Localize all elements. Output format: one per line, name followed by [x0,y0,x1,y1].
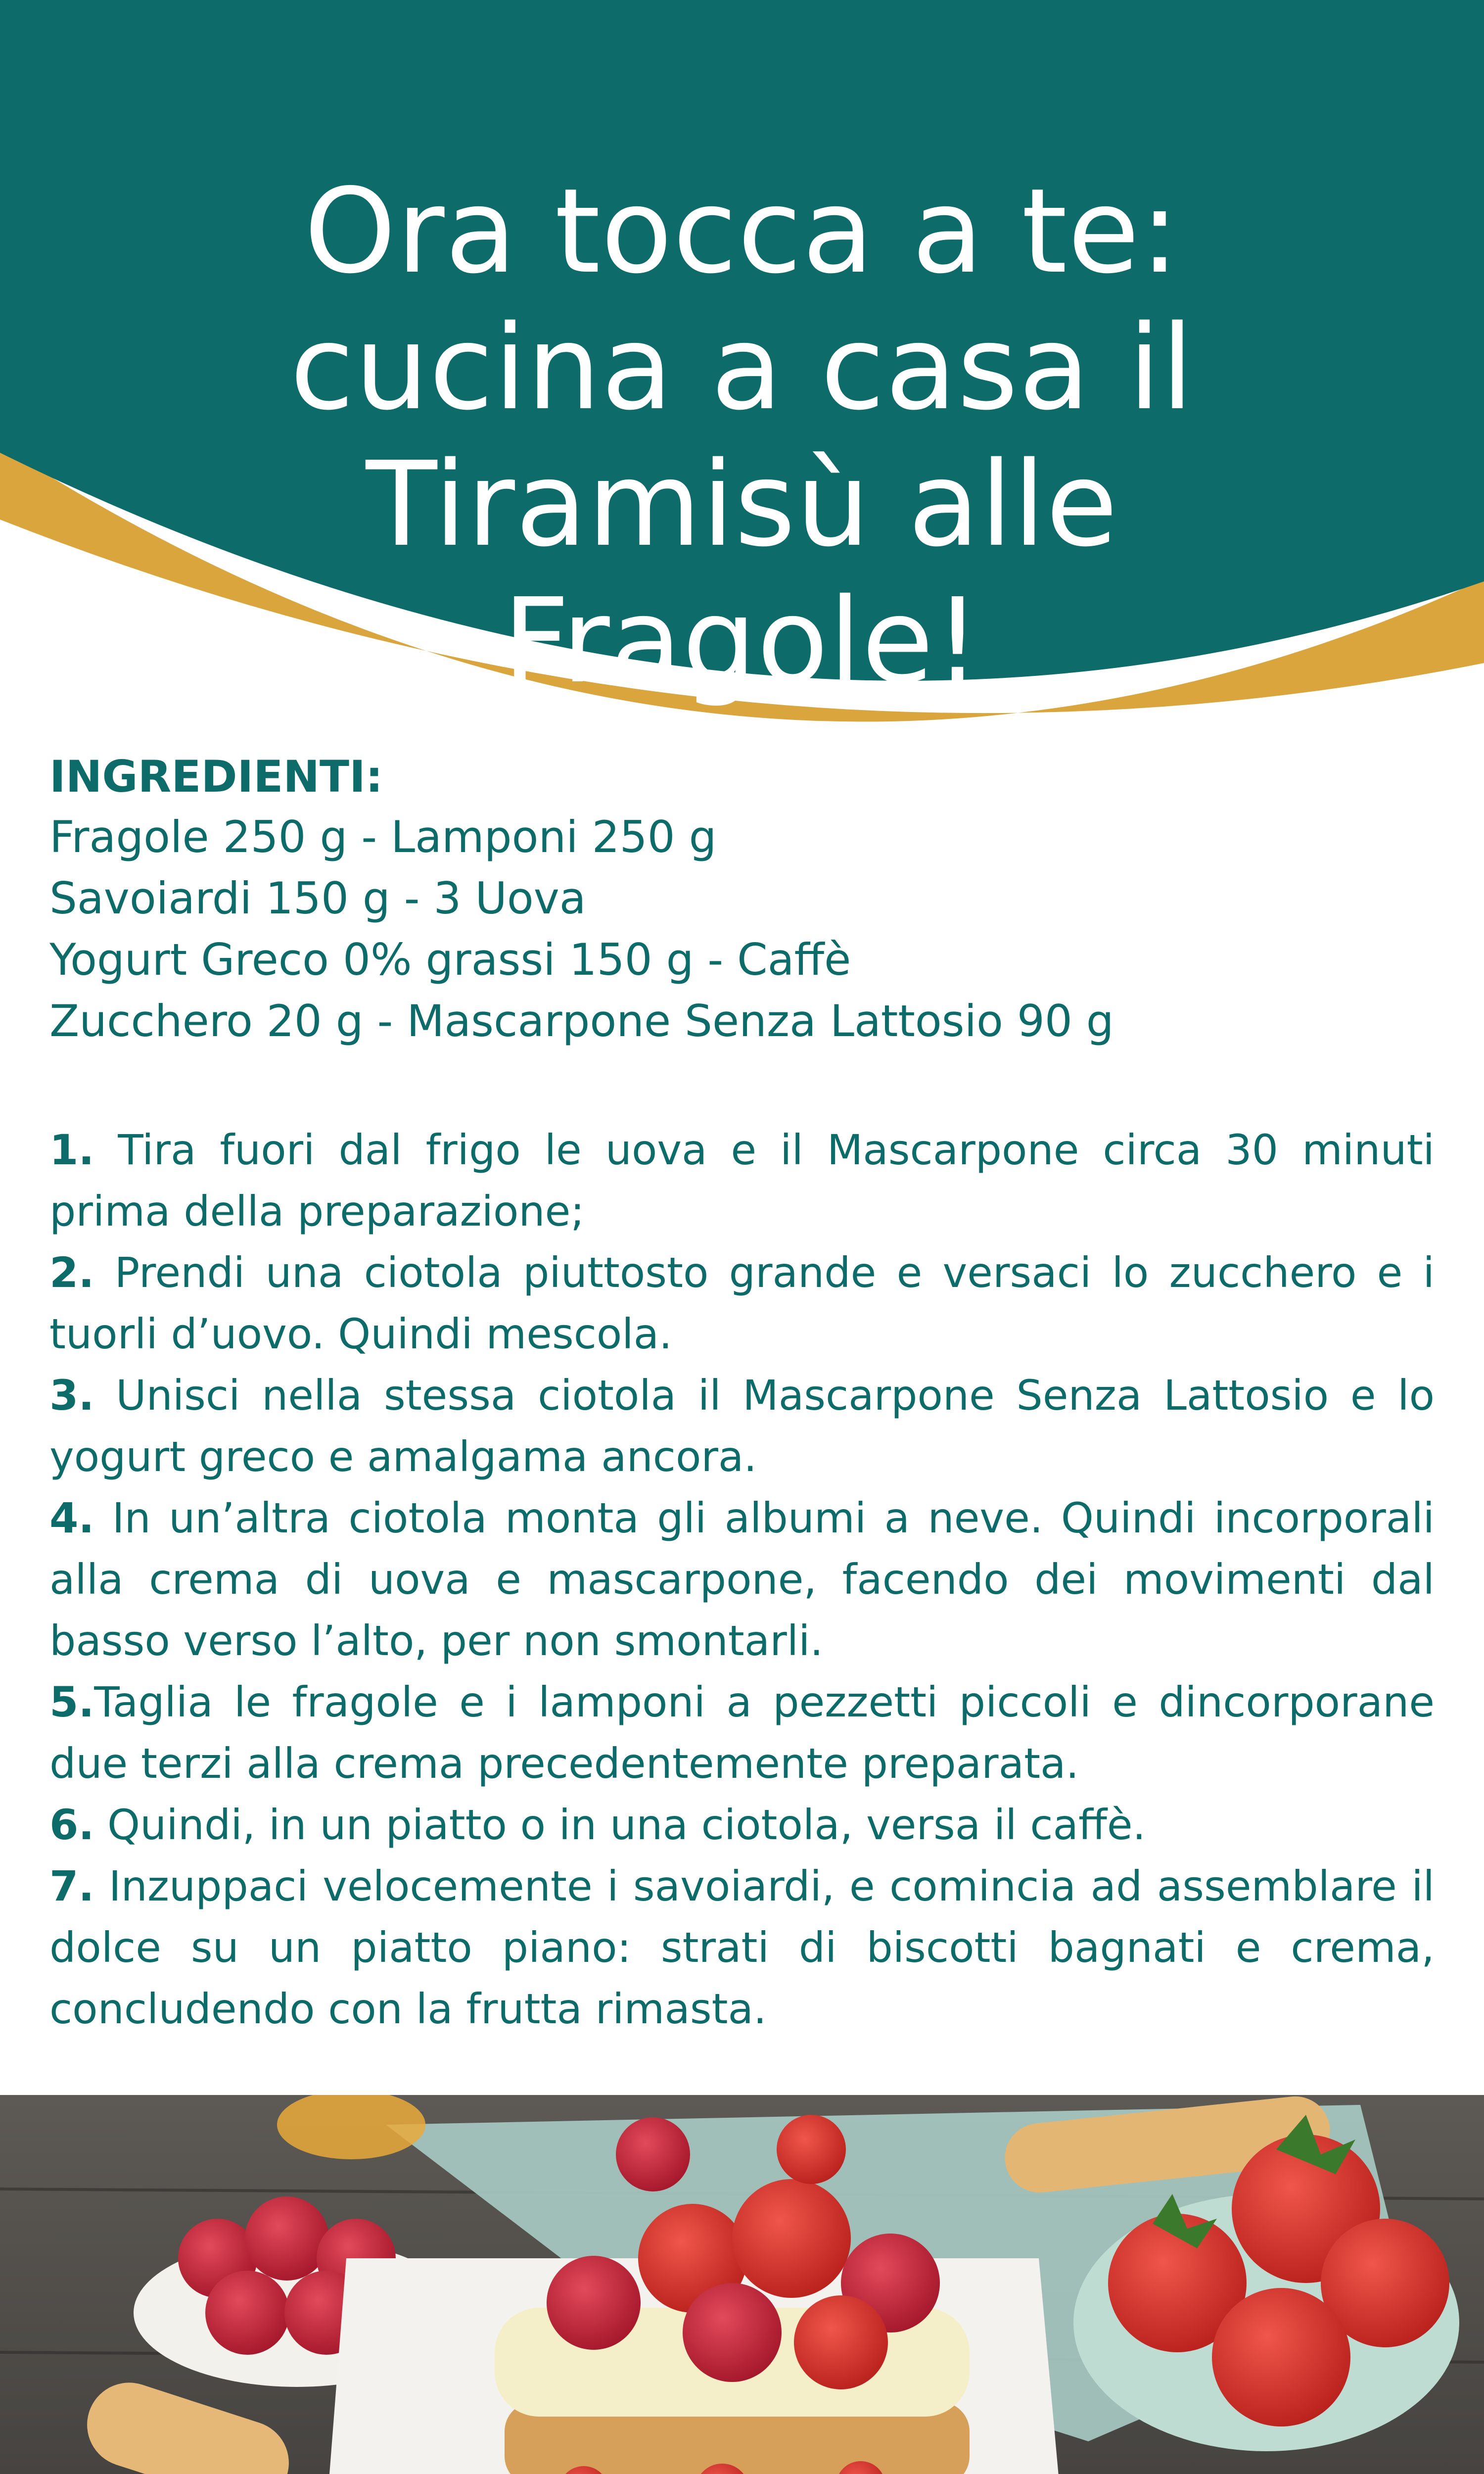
step-text: Inzuppaci velocemente i savoiardi, e comincia ad assemblare il dolce su un piatto piano: strati di biscotti bagnati e crema, concludendo con la frutta rimasta. [49,1862,1435,2033]
title-line: Tiramisù alle [366,436,1118,573]
step-number: 3. [49,1371,94,1420]
step-item [49,1487,1435,1671]
ingredient-line: Zucchero 20 g - Mascarpone Senza Lattosio 90 g [49,996,1114,1047]
title-line: cucina a casa il [290,300,1194,436]
tiramisu-photo [0,2095,1484,2474]
step-text: Quindi, in un piatto o in una ciotola, versa il caffè. [94,1801,1146,1849]
preparation-steps [49,1119,1435,2040]
step-text: Taglia le fragole e i lamponi a pezzetti piccoli e dincorporane due terzi alla crema precedentemente preparata. [49,1678,1435,1788]
step-item [49,1794,1435,1856]
step-number: 1. [49,1126,94,1174]
step-number: 7. [49,1862,94,1910]
step-text: Prendi una ciotola piuttosto grande e versaci lo zucchero e i tuorli d’uovo. Quindi mescola. [49,1248,1435,1358]
step-number: 6. [49,1801,94,1849]
page-title [0,163,1484,710]
step-item [49,1671,1435,1794]
ingredient-line: Fragole 250 g - Lamponi 250 g [49,811,717,862]
title-line: Fragole! [503,573,981,710]
ingredients-section [49,747,1435,1052]
ingredient-line: Savoiardi 150 g - 3 Uova [49,873,586,924]
step-item [49,1119,1435,1242]
step-text: Unisci nella stessa ciotola il Mascarpone Senza Lattosio e lo yogurt greco e amalgama ancora. [49,1371,1435,1481]
ingredients-heading: INGREDIENTI: [49,751,383,802]
step-item [49,1856,1435,2040]
step-number: 5. [49,1678,94,1726]
step-number: 2. [49,1248,94,1297]
title-line: Ora tocca a te: [304,163,1180,300]
step-number: 4. [49,1494,94,1542]
step-text: Tira fuori dal frigo le uova e il Mascarpone circa 30 minuti prima della preparazione; [49,1126,1435,1236]
step-text: In un’altra ciotola monta gli albumi a neve. Quindi incorporali alla crema di uova e mascarpone, facendo dei movimenti dal basso verso l’alto, per non smontarli. [49,1494,1435,1665]
step-item [49,1365,1435,1487]
ingredient-line: Yogurt Greco 0% grassi 150 g - Caffè [49,934,851,985]
step-item [49,1242,1435,1365]
